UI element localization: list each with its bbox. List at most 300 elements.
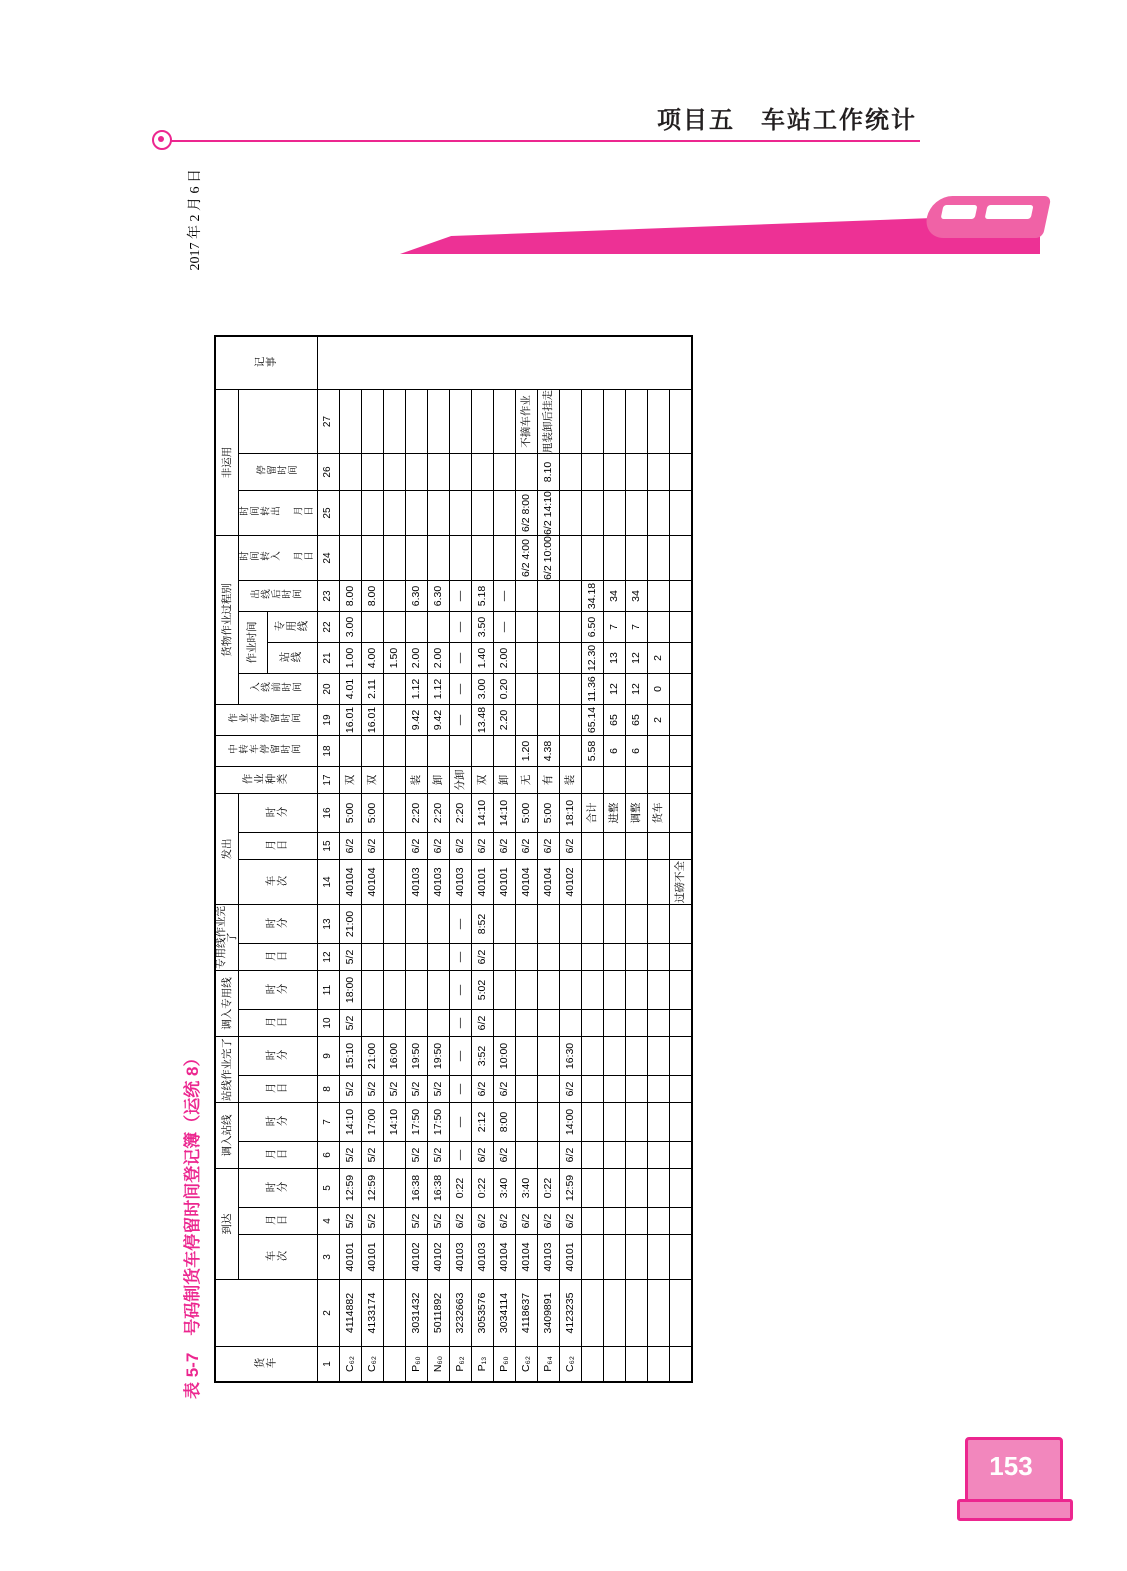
cell-8: 5/2 [340,1076,362,1103]
group-huoche: 货车 [253,1357,277,1370]
summary-cell-20: 0 [648,674,670,705]
cell-21: — [450,643,472,674]
cell-11 [560,971,582,1010]
cell-24 [560,536,582,581]
col-zuoye-zhonglei: 作业种类 [242,773,289,786]
cell-19: 9.42 [406,705,428,736]
summary-label: 调整 [626,794,648,833]
summary-cell-11 [648,971,670,1010]
cell-17: 双 [340,767,362,794]
cell-19: 16.01 [340,705,362,736]
cell-9: — [450,1037,472,1076]
cell-16: 2:20 [406,794,428,833]
footer-cell-18 [670,736,693,767]
footer-cell-6 [670,1142,693,1169]
cell-24 [340,536,362,581]
cell-27 [428,390,450,454]
footer-cell-13 [670,905,693,944]
table-row [494,336,516,1382]
cell-17: 卸 [494,767,516,794]
cell-20 [560,674,582,705]
cell-7: 17:00 [362,1103,384,1142]
colnum-2: 2 [318,1280,340,1347]
cell-8: 5/2 [406,1076,428,1103]
cell-14: 40104 [516,860,538,905]
summary-cell-23 [648,581,670,612]
summary-cell-27 [648,390,670,454]
cell-10 [494,1010,516,1037]
cell-21 [538,643,560,674]
cell-2: 4114882 [340,1280,362,1347]
colnum-27: 27 [318,390,340,454]
summary-cell-27 [604,390,626,454]
cell-13 [428,905,450,944]
cell-14 [384,860,406,905]
cell-2: 5011892 [428,1280,450,1347]
cell-18 [384,736,406,767]
cell-9: 19:50 [406,1037,428,1076]
cell-2: 4118637 [516,1280,538,1347]
cell-20 [538,674,560,705]
cell-27 [340,390,362,454]
cell-3: 40104 [494,1235,516,1280]
cell-18 [406,736,428,767]
summary-cell-12 [626,944,648,971]
cell-15: 6/2 [428,833,450,860]
footer-cell-23 [670,581,693,612]
cell-7: — [450,1103,472,1142]
footer-cell-16 [670,794,693,833]
cell-21: 2.00 [494,643,516,674]
summary-cell-2 [648,1280,670,1347]
colnum-21: 21 [318,643,340,674]
cell-23: 8.00 [340,581,362,612]
col-yueri-zhanxian-wanliao: 月日 [265,1082,289,1095]
cell-12: — [450,944,472,971]
cell-12 [362,944,384,971]
cell-25 [494,491,516,536]
freight-car-dwell-table [214,335,693,1383]
cell-6 [384,1142,406,1169]
footer-cell-12 [670,944,693,971]
cell-26 [472,454,494,491]
cell-15: 6/2 [450,833,472,860]
colnum-7: 7 [318,1103,340,1142]
cell-23 [538,581,560,612]
col-ruxian-qian-shijian: 入线前时间 [250,683,303,695]
col-jishi: 记事 [253,356,277,369]
cell-21: 2.00 [428,643,450,674]
summary-cell-4 [582,1208,604,1235]
cell-11: 5:02 [472,971,494,1010]
summary-cell-19: 65 [604,705,626,736]
summary-cell-12 [648,944,670,971]
cell-15: 6/2 [406,833,428,860]
summary-cell-3 [648,1235,670,1280]
summary-cell-14 [648,860,670,905]
cell-19: 2.20 [494,705,516,736]
summary-cell-23: 34 [604,581,626,612]
summary-cell-2 [582,1280,604,1347]
cell-15: 6/2 [560,833,582,860]
group-zhanxian-wanliao: 站线作业完了 [215,1037,239,1103]
cell-5: 3:40 [516,1169,538,1208]
table-row [384,336,406,1382]
group-diaoru-zhanxian: 调入站线 [215,1103,239,1169]
cell-9: 15:10 [340,1037,362,1076]
cell-10: — [450,1010,472,1037]
cell-17: 有 [538,767,560,794]
cell-13: 8:52 [472,905,494,944]
cell-23: — [450,581,472,612]
cell-4: 6/2 [494,1208,516,1235]
table-row [538,336,560,1382]
cell-22 [406,612,428,643]
group-fachu: 发出 [215,794,239,905]
cell-26 [516,454,538,491]
summary-label: 进整 [604,794,626,833]
summary-cell-13 [648,905,670,944]
cell-27: 甩装卸后挂走 [538,390,560,454]
col-yueri-fachu: 月日 [265,839,289,852]
cell-10 [538,1010,560,1037]
cell-12 [406,944,428,971]
cell-22 [428,612,450,643]
cell-24 [384,536,406,581]
cell-23: — [494,581,516,612]
cell-24 [362,536,384,581]
cell-27 [450,390,472,454]
summary-cell-10 [604,1010,626,1037]
col-checi-fachu: 车次 [265,875,289,888]
footer-note-row [670,336,693,1382]
cell-20 [384,674,406,705]
cell-17: 装 [560,767,582,794]
cell-3: 40102 [428,1235,450,1280]
cell-2: 3053576 [472,1280,494,1347]
cell-1: N₆₀ [428,1347,450,1383]
cell-19: 13.48 [472,705,494,736]
footer-cell-27 [670,390,693,454]
colnum-3: 3 [318,1235,340,1280]
summary-cell-19: 65.14 [582,705,604,736]
cell-22 [384,612,406,643]
summary-cell-8 [648,1076,670,1103]
cell-27 [560,390,582,454]
summary-row [648,336,670,1382]
cell-24 [472,536,494,581]
cell-24 [406,536,428,581]
cell-9: 16:00 [384,1037,406,1076]
cell-17 [384,767,406,794]
cell-22 [560,612,582,643]
cell-9: 16:30 [560,1037,582,1076]
group-zuoye-shijian: 作业时间 [239,612,268,674]
cell-27 [362,390,384,454]
cell-4: 6/2 [516,1208,538,1235]
cell-4: 6/2 [560,1208,582,1235]
cell-16 [384,794,406,833]
cell-23: 6.30 [428,581,450,612]
cell-26 [384,454,406,491]
cell-5: 16:38 [406,1169,428,1208]
summary-cell-5 [648,1169,670,1208]
cell-23 [560,581,582,612]
cell-2: 3031432 [406,1280,428,1347]
colnum-20: 20 [318,674,340,705]
cell-21: 1.40 [472,643,494,674]
cell-21 [516,643,538,674]
summary-cell-7 [582,1103,604,1142]
cell-7: 17:50 [406,1103,428,1142]
header-row-1 [215,336,239,1382]
cell-13 [384,905,406,944]
cell-11 [428,971,450,1010]
cell-8: 5/2 [428,1076,450,1103]
cell-22 [362,612,384,643]
cell-18 [340,736,362,767]
col-shifen-daoda: 时分 [265,1181,289,1194]
cell-17: 卸 [428,767,450,794]
cell-3: 40104 [516,1235,538,1280]
summary-cell-19: 2 [648,705,670,736]
cell-6: 5/2 [406,1142,428,1169]
cell-22: — [494,612,516,643]
summary-cell-20: 11.36 [582,674,604,705]
cell-1: P₁₃ [472,1347,494,1383]
cell-15: 6/2 [538,833,560,860]
summary-cell-1 [582,1347,604,1383]
summary-cell-18 [648,736,670,767]
cell-11 [538,971,560,1010]
cell-20: 1.12 [428,674,450,705]
colnum-10: 10 [318,1010,340,1037]
summary-cell-27 [582,390,604,454]
cell-23: 8.00 [362,581,384,612]
cell-3: 40102 [406,1235,428,1280]
summary-cell-15 [604,833,626,860]
footer-cell-8 [670,1076,693,1103]
cell-8: 6/2 [472,1076,494,1103]
col-yueri-daoda: 月日 [265,1214,289,1227]
cell-3: 40103 [450,1235,472,1280]
group-daoda: 到达 [215,1169,239,1280]
colnum-9: 9 [318,1037,340,1076]
summary-cell-24 [604,536,626,581]
colnum-16: 16 [318,794,340,833]
footer-cell-9 [670,1037,693,1076]
cell-18: 4.38 [538,736,560,767]
cell-5: 3:40 [494,1169,516,1208]
cell-10 [516,1010,538,1037]
cell-25 [560,491,582,536]
cell-3: 40103 [538,1235,560,1280]
cell-3: 40101 [362,1235,384,1280]
cell-21: 4.00 [362,643,384,674]
summary-cell-11 [626,971,648,1010]
cell-8: 6/2 [560,1076,582,1103]
cell-20: 2.11 [362,674,384,705]
summary-cell-22: 6.50 [582,612,604,643]
cell-25 [384,491,406,536]
cell-2: 3034114 [494,1280,516,1347]
cell-25: 6/2 14:10 [538,491,560,536]
summary-cell-10 [626,1010,648,1037]
summary-cell-3 [626,1235,648,1280]
summary-label: 货车 [648,794,670,833]
cell-24 [428,536,450,581]
summary-cell-8 [626,1076,648,1103]
cell-8: 5/2 [362,1076,384,1103]
group-feiyunyong: 非运用 [215,390,239,536]
table-date: 2017 年 2 月 6 日 [188,169,203,271]
cell-22: 3.00 [340,612,362,643]
cell-24: 6/2 10:00 [538,536,560,581]
summary-cell-5 [604,1169,626,1208]
colnum-8: 8 [318,1076,340,1103]
summary-cell-4 [648,1208,670,1235]
summary-cell-1 [648,1347,670,1383]
cell-4 [384,1208,406,1235]
summary-cell-25 [582,491,604,536]
cell-2: 4123235 [560,1280,582,1347]
cell-14: 40103 [406,860,428,905]
cell-11 [516,971,538,1010]
cell-10 [560,1010,582,1037]
cell-21 [560,643,582,674]
cell-17: 分卸 [450,767,472,794]
cell-25 [340,491,362,536]
summary-cell-9 [604,1037,626,1076]
summary-cell-15 [648,833,670,860]
summary-cell-2 [626,1280,648,1347]
footer-cell-3 [670,1235,693,1280]
cell-7: 14:00 [560,1103,582,1142]
summary-cell-12 [604,944,626,971]
cell-24: 6/2 4:00 [516,536,538,581]
cell-8: — [450,1076,472,1103]
cell-4: 5/2 [362,1208,384,1235]
cell-2: 4133174 [362,1280,384,1347]
page-number: 153 [989,1451,1033,1481]
summary-cell-23: 34 [626,581,648,612]
table-row [428,336,450,1382]
col-yueri-diaoru-zyx: 月日 [265,1016,289,1029]
cell-13: 21:00 [340,905,362,944]
summary-cell-26 [582,454,604,491]
footer-cell-2 [670,1280,693,1347]
summary-cell-26 [648,454,670,491]
summary-cell-14 [626,860,648,905]
cell-17: 双 [472,767,494,794]
column-number-row [318,336,340,1382]
cell-19 [538,705,560,736]
summary-cell-5 [582,1169,604,1208]
cell-25 [450,491,472,536]
summary-cell-21: 2 [648,643,670,674]
cell-25 [362,491,384,536]
summary-cell-10 [648,1010,670,1037]
cell-27 [494,390,516,454]
header-row-2 [239,336,268,1382]
cell-22: — [450,612,472,643]
cell-15 [384,833,406,860]
summary-cell-13 [626,905,648,944]
cell-20: 1.12 [406,674,428,705]
summary-cell-21: 13 [604,643,626,674]
footer-cell-19 [670,705,693,736]
colnum-24: 24 [318,536,340,581]
table-row [362,336,384,1382]
cell-26 [494,454,516,491]
footer-cell-21 [670,643,693,674]
summary-cell-20: 12 [626,674,648,705]
cell-6 [516,1142,538,1169]
summary-cell-18: 6 [626,736,648,767]
summary-cell-9 [626,1037,648,1076]
cell-11 [494,971,516,1010]
cell-14: 40104 [362,860,384,905]
cell-4: 5/2 [428,1208,450,1235]
cell-19 [516,705,538,736]
cell-4: 5/2 [340,1208,362,1235]
cell-24 [450,536,472,581]
cell-15: 6/2 [362,833,384,860]
col-shijian-zhuanchu: 时间转出 月日 [239,507,315,519]
summary-cell-6 [582,1142,604,1169]
cell-12 [516,944,538,971]
summary-cell-15 [582,833,604,860]
cell-20 [516,674,538,705]
cell-12 [428,944,450,971]
cell-19: 9.42 [428,705,450,736]
col-chuxian-hou-shijian: 出线后时间 [250,590,303,602]
cell-10 [406,1010,428,1037]
cell-6: 5/2 [428,1142,450,1169]
cell-12 [494,944,516,971]
cell-14: 40104 [340,860,362,905]
summary-cell-14 [604,860,626,905]
cell-18 [560,736,582,767]
cell-18 [428,736,450,767]
cell-13 [362,905,384,944]
summary-row [582,336,604,1382]
cell-15: 6/2 [472,833,494,860]
cell-26: 8.10 [538,454,560,491]
colnum-25: 25 [318,491,340,536]
cell-10 [428,1010,450,1037]
summary-cell-23: 34.18 [582,581,604,612]
col-zhuanyongxian: 专用线 [273,620,309,633]
cell-11 [362,971,384,1010]
cell-14: 40102 [560,860,582,905]
cell-27: 不摘车作业 [516,390,538,454]
cell-26 [362,454,384,491]
cell-5: 0:22 [450,1169,472,1208]
cell-19: — [450,705,472,736]
cell-12: 5/2 [340,944,362,971]
cell-18 [472,736,494,767]
footer-cell-10 [670,1010,693,1037]
cell-13 [516,905,538,944]
summary-cell-7 [626,1103,648,1142]
cell-1: P₆₄ [538,1347,560,1383]
summary-cell-13 [582,905,604,944]
cell-7 [516,1103,538,1142]
cell-6 [538,1142,560,1169]
colnum-23: 23 [318,581,340,612]
cell-16: 5:00 [516,794,538,833]
